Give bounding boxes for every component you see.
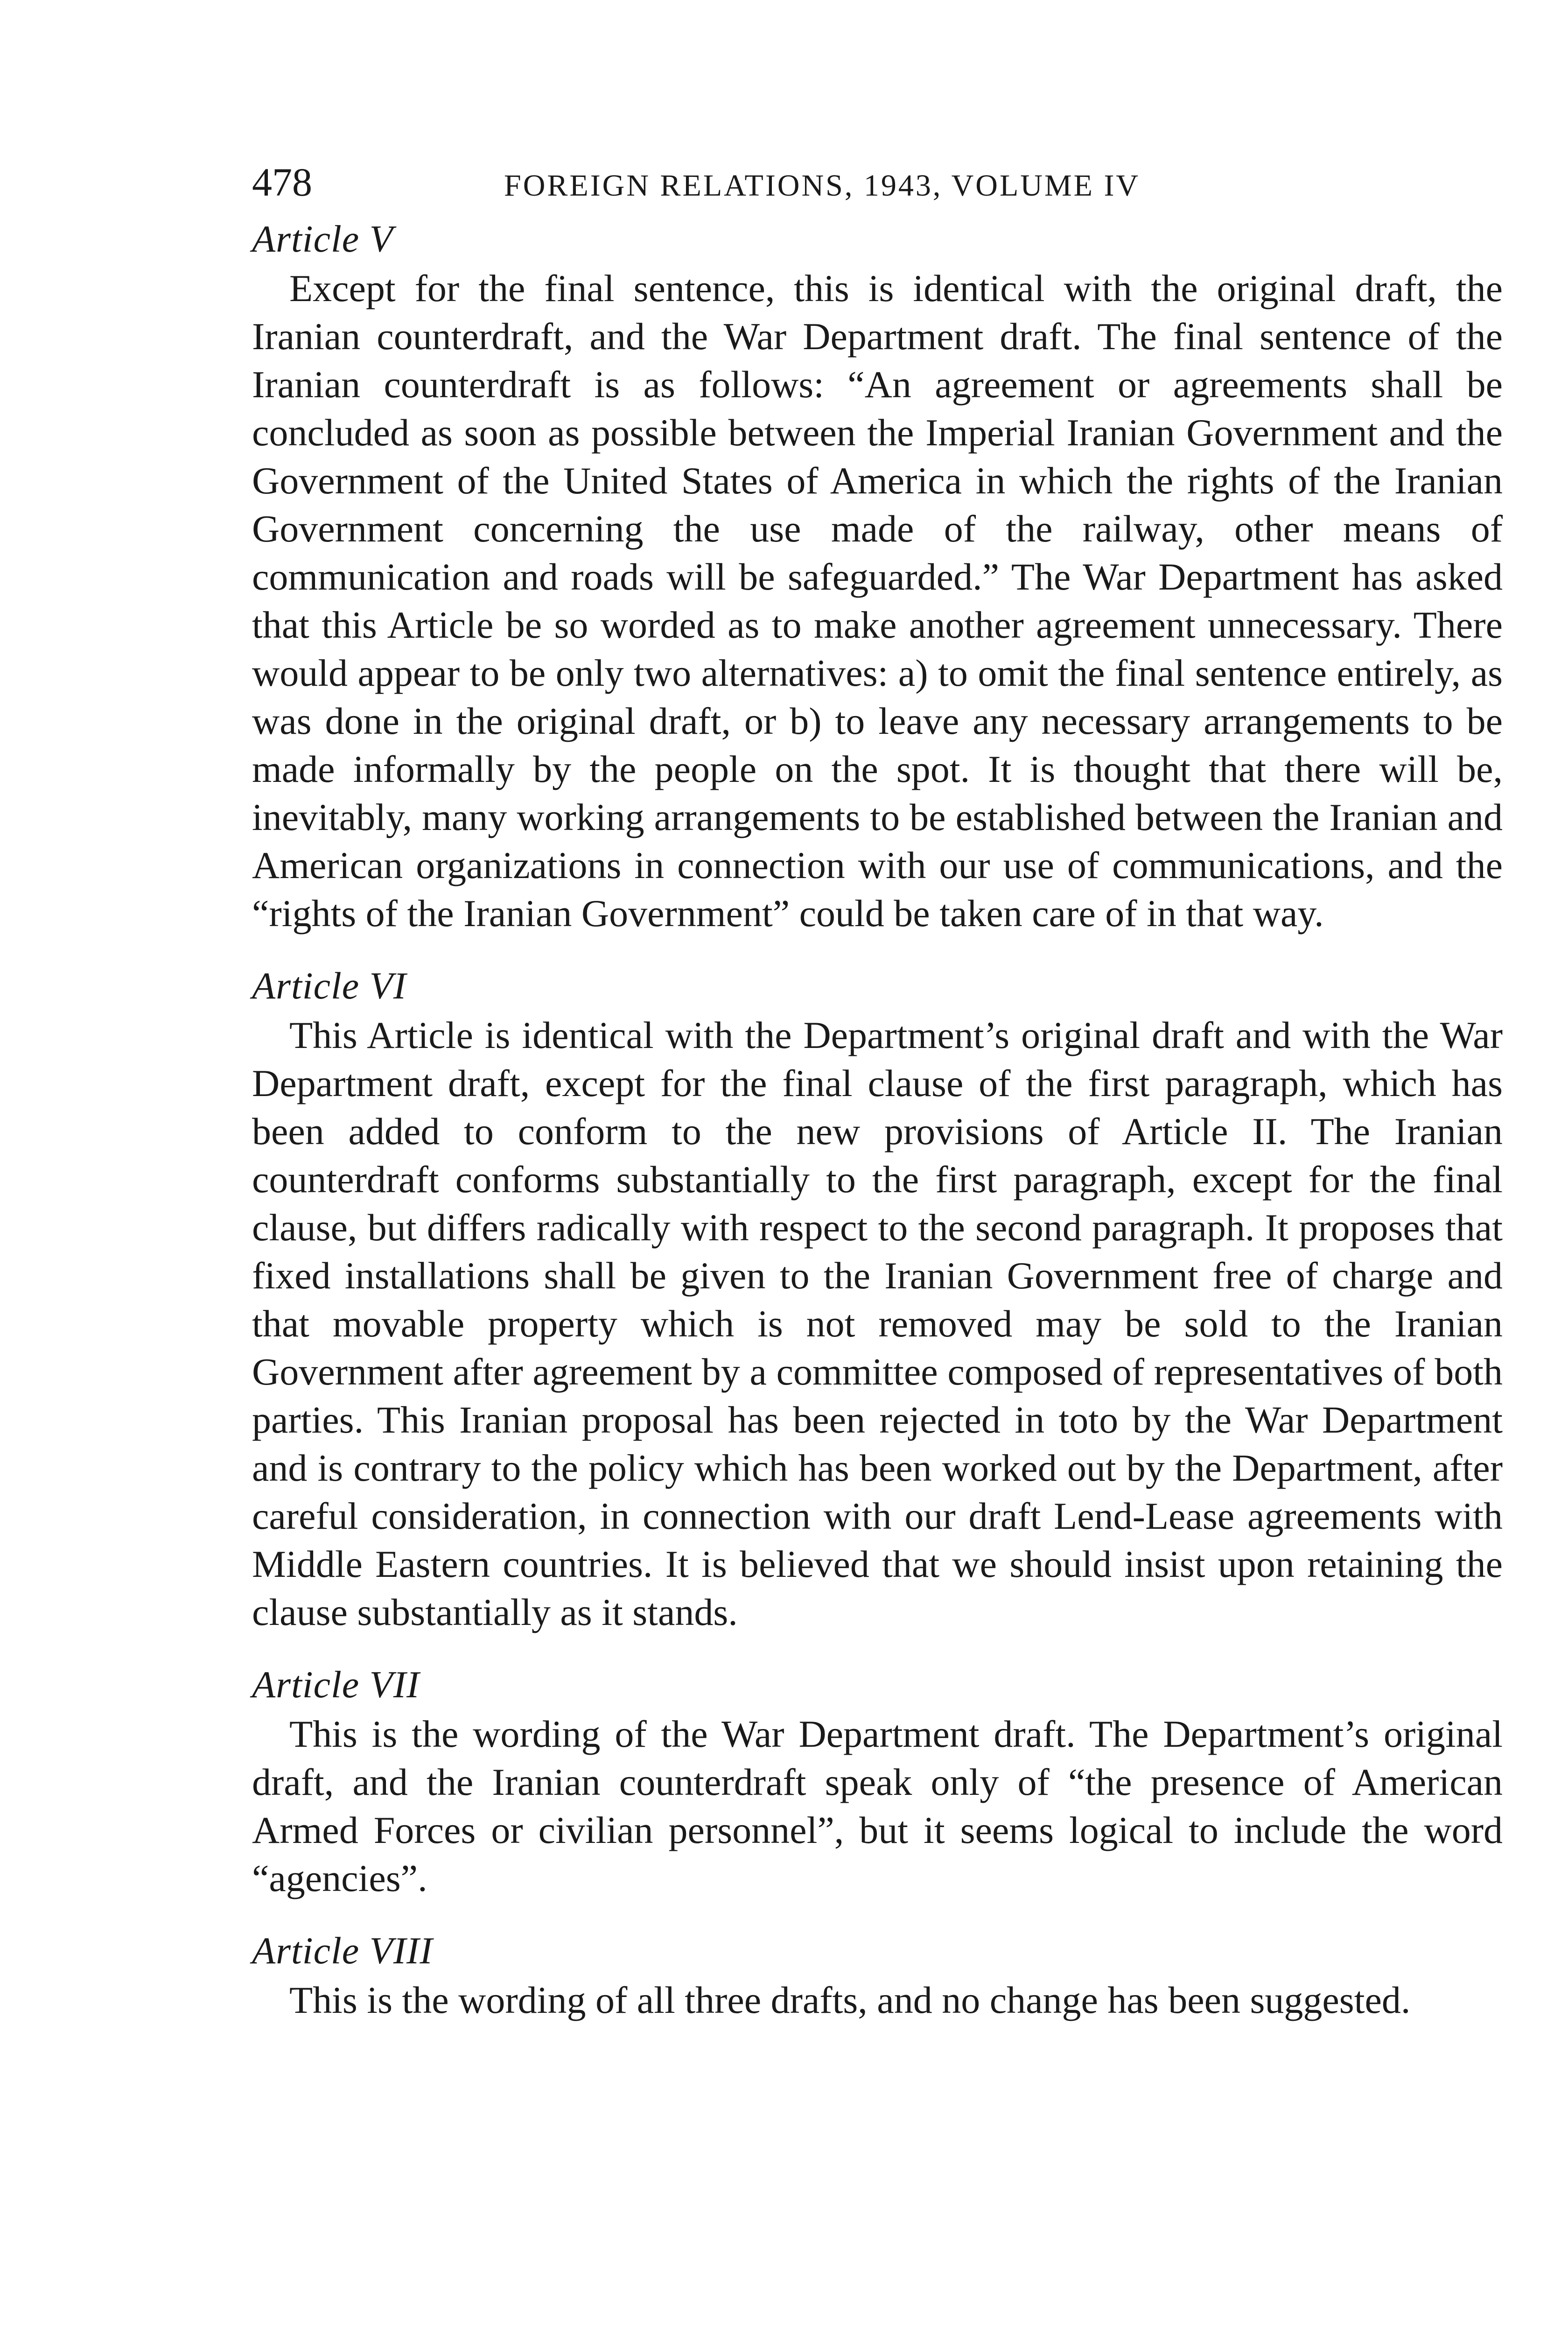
section-body: This is the wording of all three drafts, and no change has been suggested. <box>289 1979 1411 2021</box>
section-heading: Article VIII <box>252 1929 433 1972</box>
section-heading: Article VI <box>252 964 407 1007</box>
document-page <box>252 159 1503 2048</box>
section-article-vii <box>252 1660 1503 1902</box>
section-heading: Article VII <box>252 1663 420 1706</box>
section-body: This Article is identical with the Department’s original draft and with the War Department draft, except for the final clause of the first paragraph, which has been added to conform to the new provisions of Article II. The Iranian counterdraft conforms substantially to the first paragraph, except for the final clause, but differs radically with respect to the second paragraph. It proposes that fixed installations shall be given to the Iranian Government free of charge and that movable property which is not removed may be sold to the Iranian Government after agreement by a committee composed of representatives of both parties. This Iranian proposal has been rejected in toto by the War Department and is contrary to the policy which has been worked out by the Department, after careful consideration, in connection with our draft Lend-Lease agreements with Middle Eastern countries. It is believed that we should insist upon retaining the clause substantially as it stands. <box>252 1014 1503 1633</box>
section-article-v <box>252 215 1503 937</box>
section-article-viii <box>252 1926 1503 2024</box>
section-body: Except for the final sentence, this is identical with the original draft, the Iranian counterdraft, and the War Department draft. The final sentence of the Iranian counterdraft is as follows: “An agreement or agreements shall be concluded as soon as possible between the Imperial Iranian Government and the Government of the United States of America in which the rights of the Iranian Government concerning the use made of the railway, other means of communication and roads will be safeguarded.” The War Department has asked that this Article be so worded as to make another agreement unnecessary. There would appear to be only two alternatives: a) to omit the final sentence entirely, as was done in the original draft, or b) to leave any necessary arrangements to be made informally by the people on the spot. It is thought that there will be, inevitably, many working arrangements to be established between the Iranian and American organizations in connection with our use of communications, and the “rights of the Iranian Government” could be taken care of in that way. <box>252 267 1503 935</box>
running-header <box>252 159 1503 215</box>
section-body: This is the wording of the War Department draft. The Department’s original draft, and the Iranian counterdraft speak only of “the presence of American Armed Forces or civilian personnel”, but it seems logical to include the word “agencies”. <box>252 1713 1503 1899</box>
running-title: FOREIGN RELATIONS, 1943, VOLUME IV <box>504 169 1141 203</box>
section-heading: Article V <box>252 218 393 260</box>
page-number: 478 <box>252 160 312 204</box>
section-article-vi <box>252 962 1503 1636</box>
